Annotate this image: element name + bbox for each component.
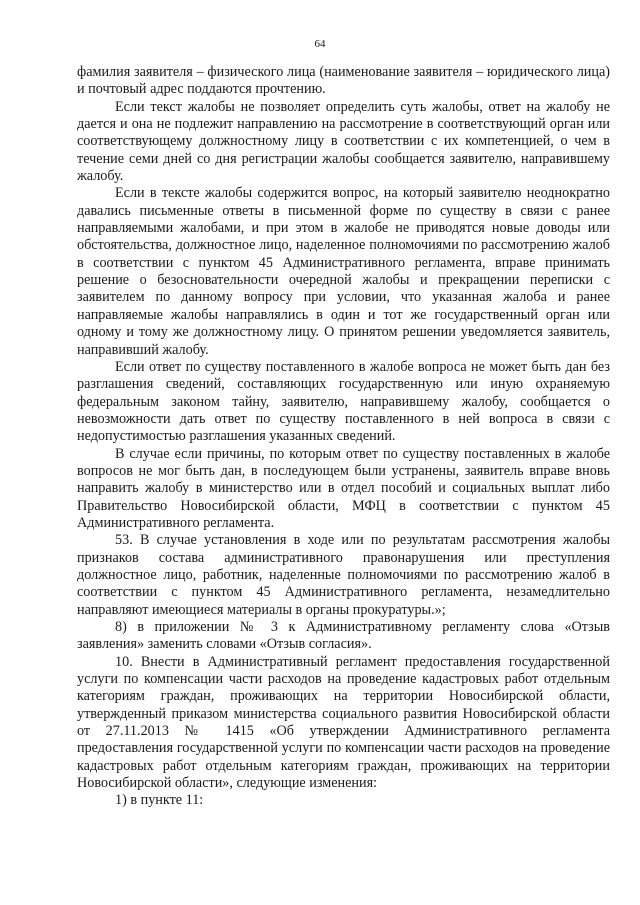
paragraph-item-53: 53. В случае установления в ходе или по результатам рассмотрения жалобы признаков состава административного правонарушения или преступления должностное лицо, работник, наделенные полномочиями по рассмотрению жалоб в соответствии с пунктом 45 Административного регламента, незамедлительно направляют имеющиеся материалы в органы прокуратуры.»; — [77, 532, 610, 618]
page-number: 64 — [314, 38, 326, 50]
paragraph-resubmission: В случае если причины, по которым ответ по существу поставленных в жалобе вопросов не мог быть дан, в последующем были устранены, заявитель вправе вновь направить жалобу в министерство или в отдел пособий и социальных выплат либо Правительство Новосибирской области, МФЦ в соответствии с пунктом 45 Административного регламента. — [77, 445, 610, 531]
paragraph-item-10: 10. Внести в Административный регламент предоставления государственной услуги по компенсации части расходов на проведение кадастровых работ отдельным категориям граждан, проживающих на территории Новосибирской области, утвержденный приказом министерства социального развития Новосибирской области от 27.11.2013 № 1415 «Об утверждении Административного регламента предоставления государственной услуги по компенсации части расходов на проведение кадастровых работ отдельным категориям граждан, проживающих на территории Новосибирской области», следующие изменения: — [77, 653, 610, 792]
document-body — [77, 64, 610, 810]
paragraph-state-secret: Если ответ по существу поставленного в жалобе вопроса не может быть дан без разглашения сведений, составляющих государственную или иную охраняемую федеральным законом тайну, заявителю, направившему жалобу, сообщается о невозможности дать ответ по существу поставленного в ней вопроса в связи с недопустимостью разглашения указанных сведений. — [77, 358, 610, 445]
paragraph-repeated-question: Если в тексте жалобы содержится вопрос, на который заявителю неоднократно давались письменные ответы в письменной форме по существу в связи с ранее направляемыми жалобами, и при этом в жалобе не приводятся новые доводы или обстоятельства, должностное лицо, наделенное полномочиями по рассмотрению жалоб в соответствии с пунктом 45 Административного регламента, вправе принимать решение о безосновательности очередной жалобы и прекращении переписки с заявителем по данному вопросу при условии, что указанная жалоба и ранее направляемые жалобы направлялись в один и тот же государственный орган или одному и тому же должностному лицу. О принятом решении уведомляется заявитель, направивший жалобу. — [77, 185, 610, 358]
paragraph-subitem-1: 1) в пункте 11: — [115, 792, 204, 809]
paragraph-item-8: 8) в приложении № 3 к Административному регламенту слова «Отзыв заявления» заменить словами «Отзыв согласия». — [77, 619, 610, 653]
paragraph-complaint-unclear: Если текст жалобы не позволяет определить суть жалобы, ответ на жалобу не дается и она не подлежит направлению на рассмотрение в соответствующий орган или соответствующему должностному лицу в соответствии с их компетенцией, о чем в течение семи дней со дня регистрации жалобы сообщается заявителю, направившему жалобу. — [77, 98, 610, 185]
paragraph-continuation: фамилия заявителя – физического лица (наименование заявителя – юридического лица) и почтовый адрес поддаются прочтению. — [77, 64, 610, 98]
